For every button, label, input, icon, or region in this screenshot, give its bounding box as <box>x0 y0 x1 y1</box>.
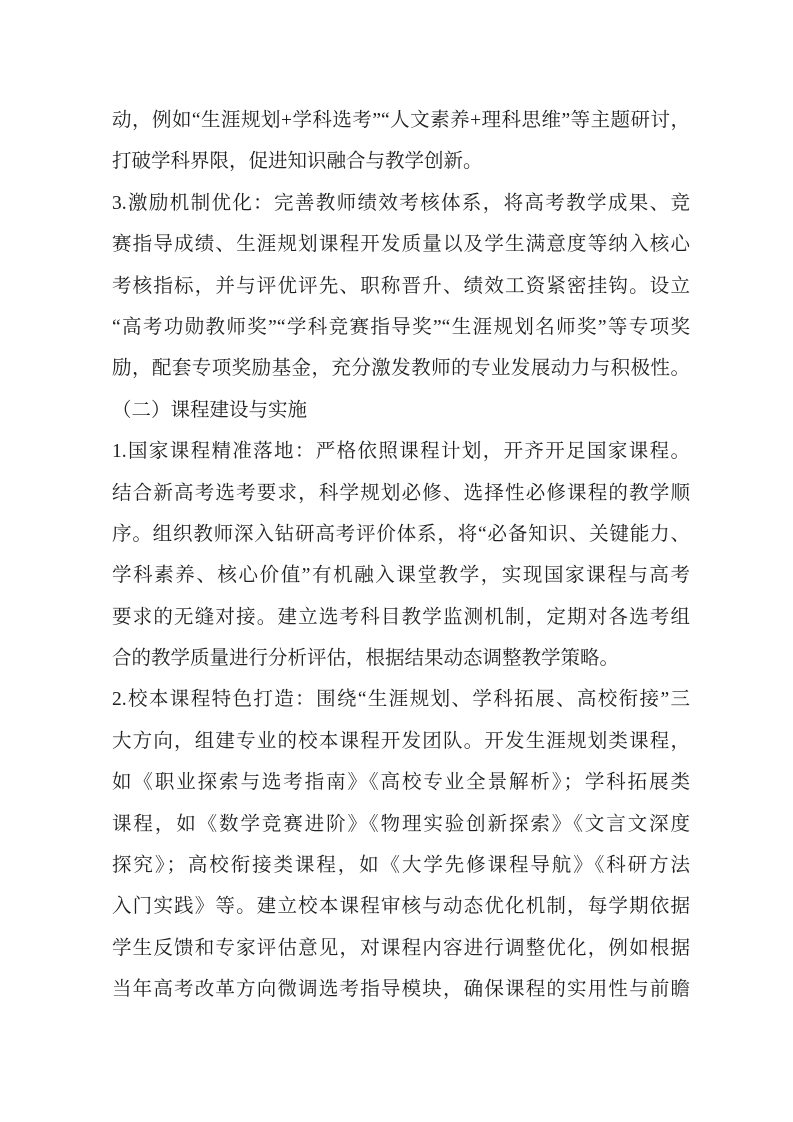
text-line: 合的教学质量进行分析评估，根据结果动态调整教学策略。 <box>112 648 620 670</box>
text-line: 考核指标，并与评优评先、职称晋升、绩效工资紧密挂钩。设立 <box>112 275 690 297</box>
text-line: 励，配套专项奖励基金，充分激发教师的专业发展动力与积极性。 <box>112 358 690 380</box>
text-line: 动，例如“生涯规划+学科选考”“人文素养+理科思维”等主题研讨， <box>112 110 690 131</box>
document-text-block <box>112 100 690 1011</box>
text-line: 2.校本课程特色打造：围绕“生涯规划、学科拓展、高校衔接”三 <box>112 689 690 711</box>
text-line: 课程，如《数学竞赛进阶》《物理实验创新探索》《文言文深度 <box>112 813 690 835</box>
text-line: 结合新高考选考要求，科学规划必修、选择性必修课程的教学顺 <box>112 482 690 504</box>
text-line: 探究》；高校衔接类课程，如《大学先修课程导航》《科研方法 <box>112 855 690 877</box>
text-line: 3.激励机制优化：完善教师绩效考核体系，将高考教学成果、竞 <box>112 192 690 214</box>
text-line: 学科素养、核心价值”有机融入课堂教学，实现国家课程与高考 <box>112 565 690 587</box>
section-heading: （二）课程建设与实施 <box>112 399 308 421</box>
text-line: 打破学科界限，促进知识融合与教学创新。 <box>112 151 483 173</box>
text-line: 当年高考改革方向微调选考指导模块，确保课程的实用性与前瞻 <box>112 979 690 1001</box>
text-line: “高考功勋教师奖”“学科竞赛指导奖”“生涯规划名师奖”等专项奖 <box>112 316 690 338</box>
text-line: 学生反馈和专家评估意见，对课程内容进行调整优化，例如根据 <box>112 937 690 959</box>
text-line: 大方向，组建专业的校本课程开发团队。开发生涯规划类课程， <box>112 730 690 752</box>
text-line: 1.国家课程精准落地：严格依照课程计划，开齐开足国家课程。 <box>112 441 690 463</box>
text-line: 赛指导成绩、生涯规划课程开发质量以及学生满意度等纳入核心 <box>112 234 690 256</box>
text-line: 序。组织教师深入钻研高考评价体系，将“必备知识、关键能力、 <box>112 523 690 545</box>
text-line: 入门实践》等。建立校本课程审核与动态优化机制，每学期依据 <box>112 896 690 918</box>
text-line: 要求的无缝对接。建立选考科目教学监测机制，定期对各选考组 <box>112 606 690 628</box>
text-line: 如《职业探索与选考指南》《高校专业全景解析》；学科拓展类 <box>112 772 690 794</box>
